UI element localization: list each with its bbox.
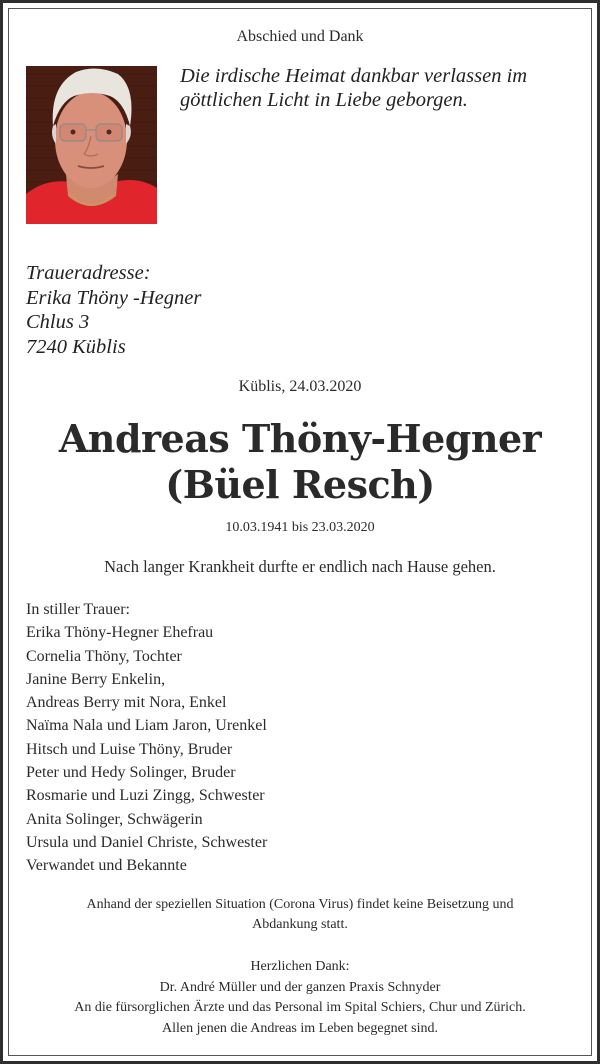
memorial-quote bbox=[180, 64, 575, 112]
mourning-address bbox=[26, 261, 201, 359]
lifespan-dates: 10.03.1941 bis 23.03.2020 bbox=[225, 520, 375, 535]
list-item: Ursula und Daniel Christe, Schwester bbox=[26, 833, 268, 851]
intro-sentence: Nach langer Krankheit durfte er endlich nach Hause gehen. bbox=[104, 557, 496, 576]
portrait-image-icon bbox=[26, 66, 157, 224]
thanks-line: An die fürsorglichen Ärzte und das Personal im Spital Schiers, Chur und Zürich. bbox=[74, 1000, 526, 1015]
list-item: Cornelia Thöny, Tochter bbox=[26, 647, 182, 665]
list-item: Peter und Hedy Solinger, Bruder bbox=[26, 764, 236, 782]
address-city: 7240 Küblis bbox=[26, 335, 126, 358]
header-title: Abschied und Dank bbox=[236, 28, 364, 45]
place-date: Küblis, 24.03.2020 bbox=[238, 378, 362, 395]
address-name: Erika Thöny -Hegner bbox=[26, 286, 202, 309]
mourners-list bbox=[26, 598, 267, 878]
thanks-line: Dr. André Müller und der ganzen Praxis Schnyder bbox=[159, 979, 441, 995]
list-item: Andreas Berry mit Nora, Enkel bbox=[26, 694, 227, 712]
notice-line: Abdankung statt. bbox=[252, 917, 348, 932]
deceased-nickname: (Büel Resch) bbox=[165, 462, 435, 507]
address-label: Traueradresse: bbox=[26, 262, 151, 284]
list-item: Anita Solinger, Schwägerin bbox=[26, 810, 203, 828]
deceased-name: Andreas Thöny-Hegner bbox=[58, 416, 542, 461]
funeral-notice bbox=[30, 895, 570, 935]
quote-line: Die irdische Heimat dankbar verlassen im bbox=[180, 65, 528, 87]
mourners-heading: In stiller Trauer: bbox=[26, 601, 130, 618]
list-item: Verwandet und Bekannte bbox=[26, 857, 187, 875]
quote-line: göttlichen Licht in Liebe geborgen. bbox=[180, 89, 468, 111]
list-item: Erika Thöny-Hegner Ehefrau bbox=[26, 624, 214, 642]
list-item: Hitsch und Luise Thöny, Bruder bbox=[26, 740, 233, 758]
notice-line: Anhand der speziellen Situation (Corona Virus) findet keine Beisetzung und bbox=[86, 897, 514, 912]
thanks-heading: Herzlichen Dank: bbox=[250, 959, 350, 974]
address-street: Chlus 3 bbox=[26, 311, 90, 333]
list-item: Rosmarie und Luzi Zingg, Schwester bbox=[26, 787, 265, 805]
portrait-photo bbox=[26, 66, 157, 224]
thanks-section bbox=[0, 957, 600, 1039]
list-item: Naïma Nala und Liam Jaron, Urenkel bbox=[26, 717, 267, 735]
deceased-name-block bbox=[0, 416, 600, 508]
thanks-line: Allen jenen die Andreas im Leben begegnet sind. bbox=[161, 1020, 439, 1036]
list-item: Janine Berry Enkelin, bbox=[26, 670, 166, 688]
